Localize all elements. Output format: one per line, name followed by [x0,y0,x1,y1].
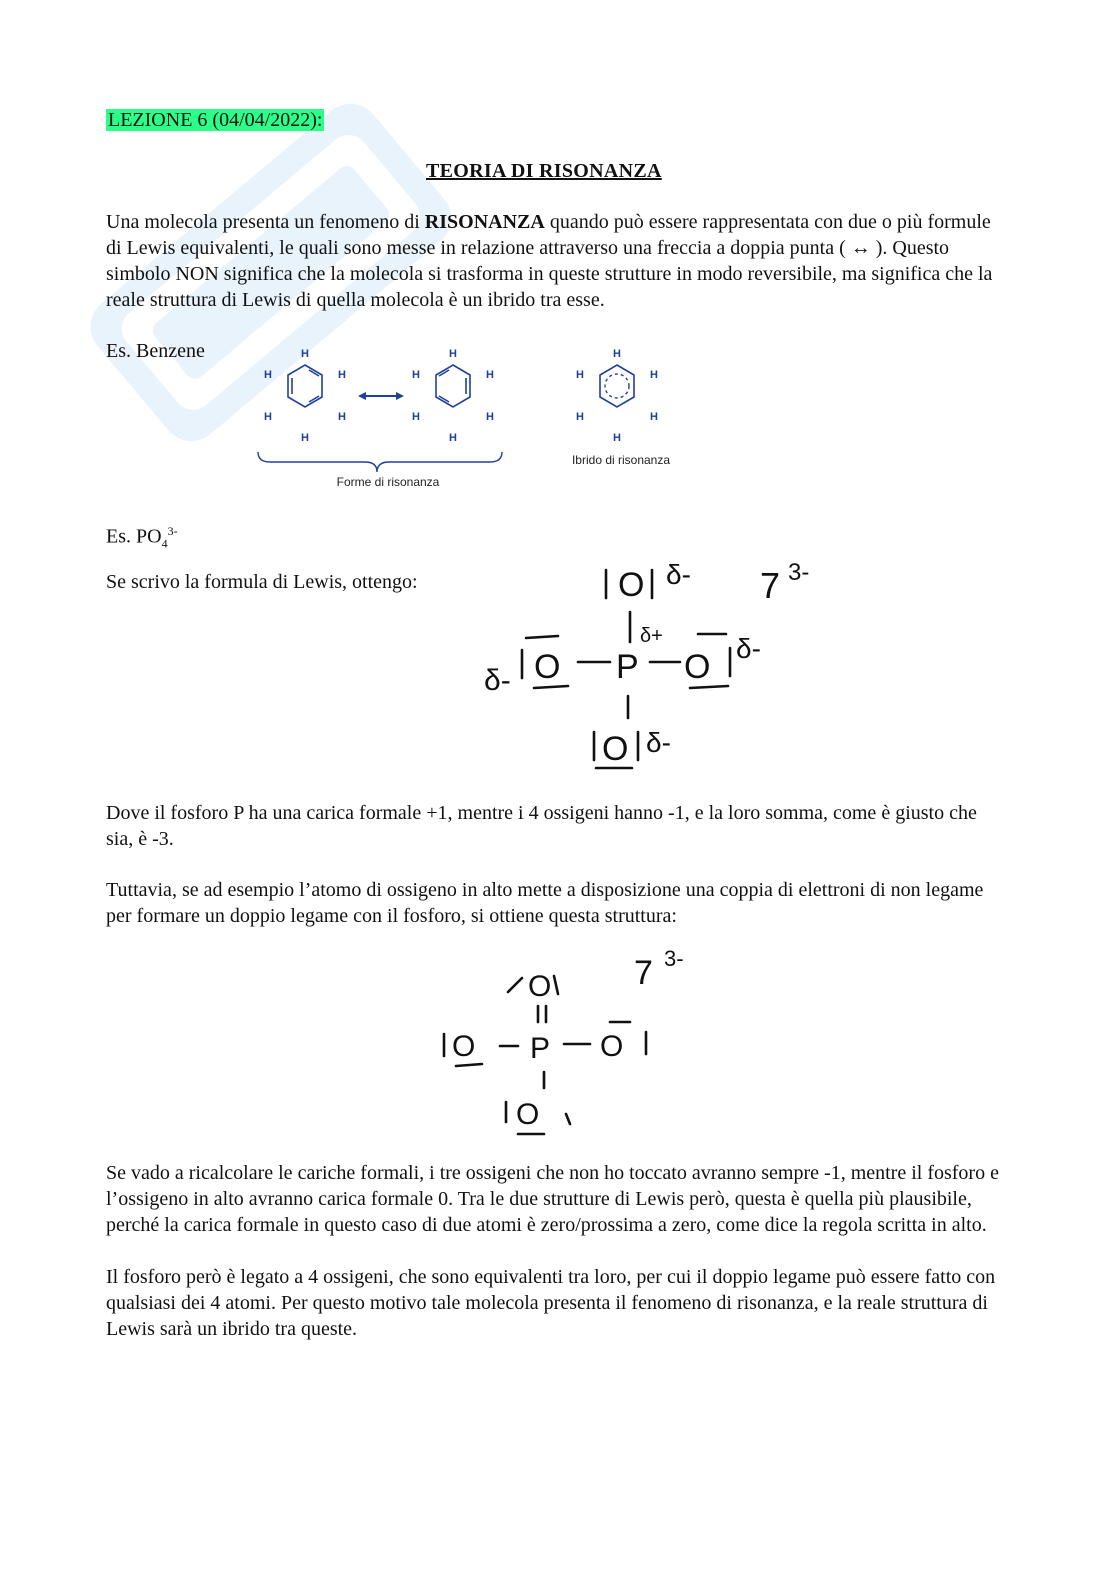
phosphate-label [106,518,178,557]
double-headed-arrow [358,392,404,400]
svg-text:δ-: δ- [646,727,671,758]
svg-text:O: O [452,1030,476,1063]
svg-text:7: 7 [634,954,653,992]
phosphate-label-text: Es. PO [106,525,162,548]
svg-text:H: H [486,411,494,423]
svg-text:H: H [301,432,309,444]
lesson-heading-text: LEZIONE 6 (04/04/2022): [108,109,323,131]
svg-text:O: O [618,566,645,604]
svg-text:H: H [338,369,346,381]
benzene-structure-2 [412,348,494,444]
svg-text:H: H [486,369,494,381]
svg-text:H: H [412,411,420,423]
svg-text:H: H [449,432,457,444]
equivalent-paragraph: Il fosforo però è legato a 4 ossigeni, che sono equivalenti tra loro, per cui il doppio legame può essere fatto con qualsiasi dei 4 atomi. Per questo motivo tale molecola presenta il fenomeno di risonanza, e la reale struttura di Lewis sarà un ibrido tra queste. [106,1266,996,1340]
svg-text:δ+: δ+ [640,625,663,647]
svg-text:H: H [576,411,584,423]
svg-text:O: O [600,1030,624,1063]
recalc-paragraph: Se vado a ricalcolare le cariche formali, i tre ossigeni che non ho toccato avranno sempre -1, mentre il fosforo e l’ossigeno in alto avranno carica formale 0. Tra le due strutture di Lewis però, questa è quella più plausibile, perché la carica formale in questo caso di due atomi è zero/prossima a zero, come dice la regola scritta in alto. [106,1162,999,1236]
svg-text:O: O [516,1098,540,1131]
svg-text:P: P [616,648,639,686]
lesson-heading [106,107,324,133]
intro-bold-term: RISONANZA [424,211,545,233]
phosphate-superscript: 3- [167,524,178,538]
svg-text:P: P [530,1032,551,1065]
intro-paragraph [106,209,1006,313]
svg-text:H: H [613,348,621,360]
svg-text:O: O [684,648,711,686]
charges-paragraph: Dove il fosforo P ha una carica formale +1, mentre i 4 ossigeni hanno -1, e la loro somma, come è giusto che sia, è -3. [106,802,977,850]
svg-text:H: H [650,411,658,423]
svg-text:H: H [576,369,584,381]
page-title: TEORIA DI RISONANZA [426,160,662,182]
benzene-label: Es. Benzene [106,340,205,362]
caption-resonance-forms: Forme di risonanza [336,475,440,489]
benzene-resonance-figure [250,340,690,495]
svg-text:H: H [264,411,272,423]
svg-text:H: H [449,348,457,360]
double-bond-paragraph: Tuttavia, se ad esempio l’atomo di ossigeno in alto mette a disposizione una coppia di elettroni di non legame per formare un doppio legame con il fosforo, si ottiene questa struttura: [106,879,984,927]
charge-3-minus: 7 [760,565,781,606]
lewis-structure-double-bond [430,940,730,1140]
caption-resonance-hybrid: Ibrido di risonanza [571,453,671,467]
benzene-hybrid [576,348,658,444]
svg-text:3-: 3- [788,559,810,586]
svg-text:δ-: δ- [736,633,761,664]
intro-text-1: Una molecola presenta un fenomeno di [106,211,425,233]
intro-text-2: quando può essere rappresentata con due o più formule di Lewis equivalenti, le quali sono messe in relazione attraverso una freccia a doppia punta ( ↔ ). Questo simbolo NON significa che la molecola si trasforma in queste strutture in modo reversibile, ma significa che la reale struttura di Lewis di quella molecola è un ibrido tra esse. [106,211,993,311]
resonance-brace [258,452,502,472]
svg-text:O: O [534,648,561,686]
phosphate-subscript: 4 [161,536,168,551]
svg-text:δ-: δ- [484,664,511,697]
svg-text:H: H [613,432,621,444]
svg-text:O: O [528,970,552,1003]
lewis-intro-text: Se scrivo la formula di Lewis, ottengo: [106,571,418,593]
svg-text:O: O [602,730,629,768]
svg-text:H: H [301,348,309,360]
benzene-structure-1 [264,348,346,444]
svg-text:H: H [650,369,658,381]
svg-text:3-: 3- [664,946,684,971]
svg-text:δ-: δ- [666,559,691,590]
svg-text:H: H [338,411,346,423]
svg-text:H: H [412,369,420,381]
svg-text:H: H [264,369,272,381]
lewis-structure-single-bonds [470,550,870,780]
